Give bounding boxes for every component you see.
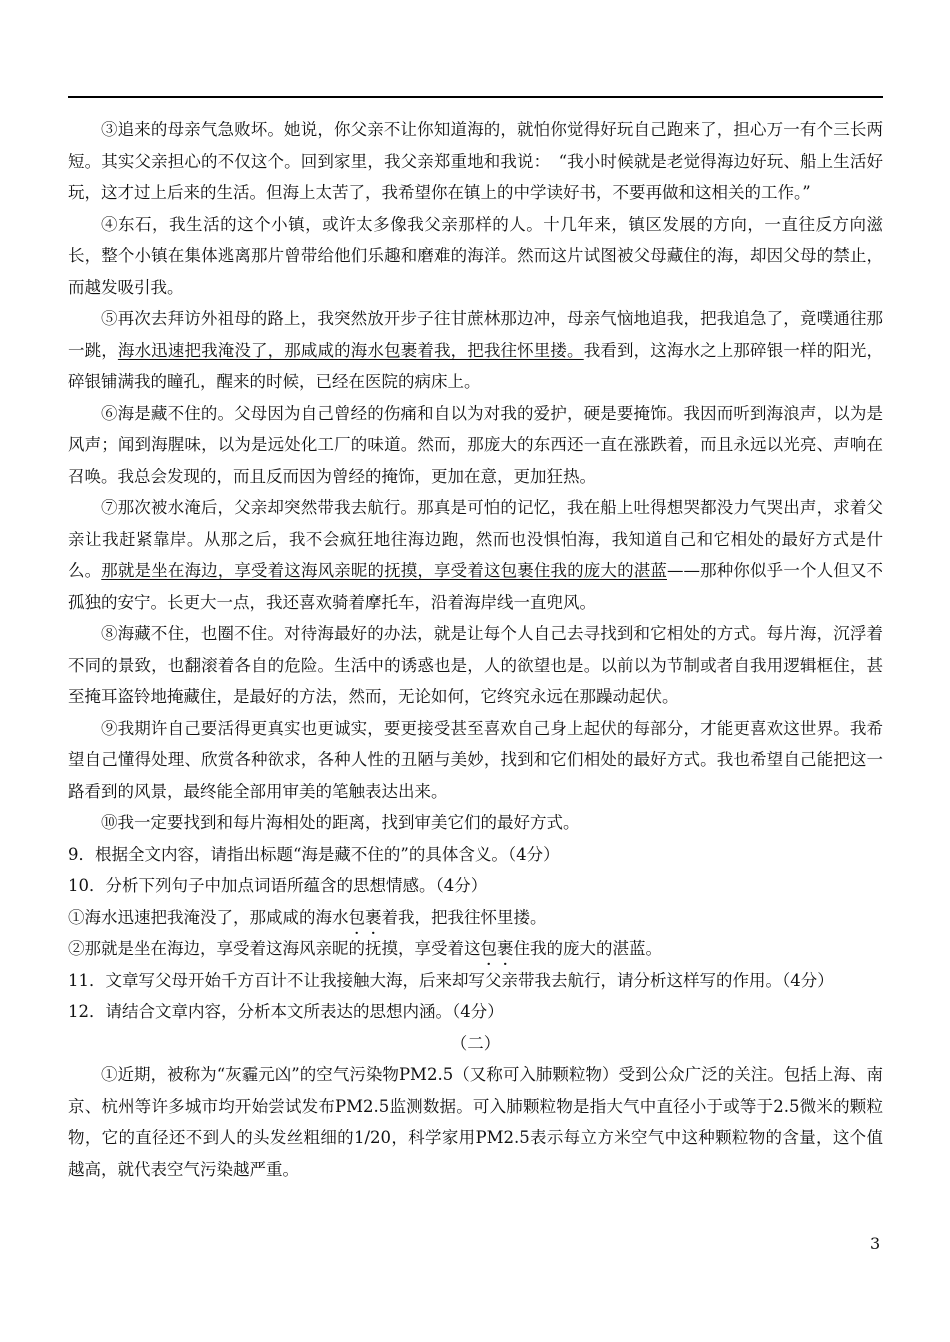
paragraph-5: [68, 303, 883, 398]
page-number: 3: [870, 1234, 881, 1253]
section-2-heading: （二）: [450, 1033, 501, 1053]
sentence-text: 住我的庞大的湛蓝。: [513, 939, 662, 958]
section-2-paragraph-1: ①近期，被称为“灰霾元凶”的空气污染物PM2.5（又称可入肺颗粒物）受到公众广泛的关注。包括上海、南京、杭州等许多城市均开始尝试发布PM2.5监测数据。可入肺颗粒物是指大气中直径小于或等于2.5微米的颗粒物，它的直径还不到人的头发丝粗细的1/20，科学家用PM2.5表示每立方米空气中这种颗粒物的含量，这个值越高，就代表空气污染越严重。: [68, 1065, 883, 1179]
dotted-word: 裹: [497, 939, 514, 958]
paragraph-7: [68, 492, 883, 618]
sentence-text: 着我，把我往怀里搂。: [381, 907, 547, 927]
dotted-word: 包: [480, 939, 497, 958]
dotted-word: 包: [348, 907, 365, 927]
question-9: 9．根据全文内容，请指出标题“海是藏不住的”的具体含义。（4分）: [68, 844, 560, 864]
question-12: 12．请结合文章内容，分析本文所表达的思想内涵。（4分）: [68, 1002, 504, 1021]
question-11: 11．文章写父母开始千方百计不让我接触大海，后来却写父亲带我去航行，请分析这样写的作用。（4分）: [68, 970, 834, 990]
paragraph-8: ⑧海藏不住，也圈不住。对待海最好的办法，就是让每个人自己去寻找到和它相处的方式。每片海，沉浮着不同的景致，也翻滚着各自的危险。生活中的诱惑也是，人的欲望也是。以前以为节制或者自我用逻辑框住，甚至掩耳盗铃地掩藏住，是最好的方法，然而，无论如何，它终究永远在那躁动起伏。: [68, 624, 883, 706]
paragraph-3: ③追来的母亲气急败坏。她说，你父亲不让你知道海的，就怕你觉得好玩自己跑来了，担心万一有个三长两短。其实父亲担心的不仅这个。回到家里，我父亲郑重地和我说： “我小时候就是老觉得海边好玩、船上生活好玩，这才过上后来的生活。但海上太苦了，我希望你在镇上的中学读好书，不要再做和这相关的工作。”: [68, 120, 883, 202]
header-rule: [68, 96, 883, 98]
paragraph-5-text-b: 我看到，这海水之上那碎银一样的阳光，碎银铺满我的瞳孔，醒来的时候，已经在医院的病床上。: [68, 340, 884, 391]
sentence-text: ②那就是坐在海边，享受着这海风亲昵的抚摸，享受着这: [68, 939, 481, 958]
paragraph-7-text-a: ⑦那次被水淹后，父亲却突然带我去航行。那真是可怕的记忆，我在船上吐得想哭都没力气哭出声，求着父亲让我赶紧靠岸。从那之后，我不会疯狂地往海边跑，然而也没惧怕海，我知道自己和它相处的最好方式是什么。: [68, 498, 883, 580]
paragraph-7-underlined-sentence: 那就是坐在海边，享受着这海风亲昵的抚摸，享受着这包裹住我的庞大的湛蓝: [101, 561, 667, 580]
paragraph-4: ④东石，我生活的这个小镇，或许太多像我父亲那样的人。十几年来，镇区发展的方向，一直往反方向滋长，整个小镇在集体逃离那片曾带给他们乐趣和磨难的海洋。然而这片试图被父母藏住的海，却因父母的禁止，而越发吸引我。: [68, 214, 883, 297]
paragraph-10: ⑩我一定要找到和每片海相处的距离，找到审美它们的最好方式。: [101, 813, 580, 832]
paragraph-5-underlined-sentence: 海水迅速把我淹没了，那咸咸的海水包裹着我，把我往怀里搂。: [117, 340, 584, 360]
question-10: 10．分析下列句子中加点词语所蕴含的思想情感。（4分）: [68, 876, 488, 895]
question-10-sentence-1: [68, 902, 883, 934]
sentence-text: ①海水迅速把我淹没了，那咸咸的海水: [68, 907, 349, 927]
dotted-word: 裹: [365, 907, 382, 927]
document-body: [68, 114, 883, 1185]
paragraph-7-text-b: ——那种你似乎一个人但又不孤独的安宁。长更大一点，我还喜欢骑着摩托车，沿着海岸线一直兜风。: [68, 561, 884, 612]
question-10-sentence-2: [68, 933, 883, 965]
paragraph-5-text-a: ⑤再次去拜访外祖母的路上，我突然放开步子往甘蔗林那边冲，母亲气恼地追我，把我追急了，竟噗通往那一跳，: [68, 309, 883, 360]
paragraph-6: ⑥海是藏不住的。父母因为自己曾经的伤痛和自以为对我的爱护，硬是要掩饰。我因而听到海浪声，以为是风声；闻到海腥味，以为是远处化工厂的味道。然而，那庞大的东西还一直在涨跌着，而且永远以光亮、声响在召唤。我总会发现的，而且反而因为曾经的掩饰，更加在意，更加狂热。: [68, 403, 883, 486]
paragraph-9: ⑨我期许自己要活得更真实也更诚实，要更接受甚至喜欢自己身上起伏的每部分，才能更喜欢这世界。我希望自己懂得处理、欣赏各种欲求，各种人性的丑陋与美妙，找到和它们相处的最好方式。我也希望自己能把这一路看到的风景，最终能全部用审美的笔触表达出来。: [68, 718, 883, 801]
